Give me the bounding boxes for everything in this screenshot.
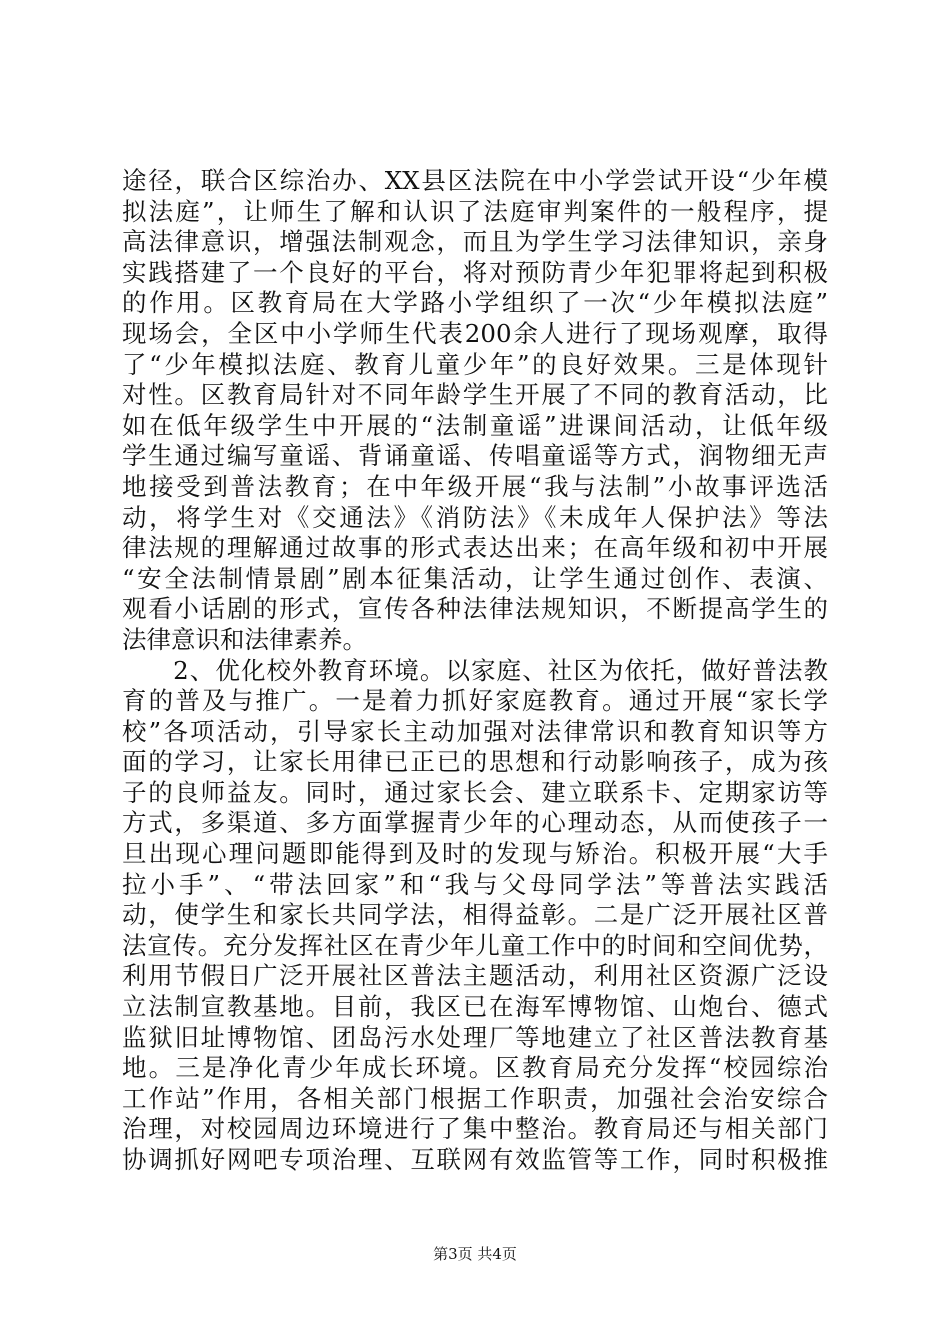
text-line: 法律意识和法律素养。 (122, 624, 367, 654)
text-line: 拉小手”、“带法回家”和“我与父母同学法”等普法实践活 (122, 869, 828, 899)
text-line: 立法制宣教基地。目前，我区已在海军博物馆、山炮台、德式 (122, 992, 828, 1022)
text-line: 治理，对校园周边环境进行了集中整治。教育局还与相关部门 (122, 1114, 828, 1144)
text-line: 育的普及与推广。一是着力抓好家庭教育。通过开展“家长学 (122, 686, 828, 716)
text-line: 学生通过编写童谣、背诵童谣、传唱童谣等方式，润物细无声 (122, 441, 828, 471)
text-line: 现场会，全区中小学师生代表200余人进行了现场观摩，取得 (122, 318, 828, 348)
text-line: 途径，联合区综治办、XX县区法院在中小学尝试开设“少年模 (122, 166, 828, 195)
text-line: 协调抓好网吧专项治理、互联网有效监管等工作，同时积极推 (122, 1145, 828, 1174)
text-line: 子的良师益友。同时，通过家长会、建立联系卡、定期家访等 (122, 777, 828, 807)
text-line: 了“少年模拟法庭、教育儿童少年”的良好效果。三是体现针 (122, 349, 828, 379)
text-line: “安全法制情景剧”剧本征集活动，让学生通过创作、表演、 (122, 563, 828, 593)
text-line: 监狱旧址博物馆、团岛污水处理厂等地建立了社区普法教育基 (122, 1022, 828, 1052)
text-line: 面的学习，让家长用律已正已的思想和行动影响孩子，成为孩 (122, 747, 828, 777)
text-line: 校”各项活动，引导家长主动加强对法律常识和教育知识等方 (122, 716, 828, 746)
text-line: 动，使学生和家长共同学法，相得益彰。二是广泛开展社区普 (122, 900, 828, 930)
text-line: 高法律意识，增强法制观念，而且为学生学习法律知识，亲身 (122, 227, 828, 257)
text-line: 拟法庭”，让师生了解和认识了法庭审判案件的一般程序，提 (122, 196, 828, 226)
text-line: 如在低年级学生中开展的“法制童谣”进课间活动，让低年级 (122, 410, 828, 440)
text-line: 利用节假日广泛开展社区普法主题活动，利用社区资源广泛设 (122, 961, 828, 991)
text-line: 对性。区教育局针对不同年龄学生开展了不同的教育活动，比 (122, 380, 828, 410)
text-line: 地。三是净化青少年成长环境。区教育局充分发挥“校园综治 (122, 1053, 828, 1083)
document-body (122, 166, 828, 1176)
text-line: 实践搭建了一个良好的平台，将对预防青少年犯罪将起到积极 (122, 257, 828, 287)
text-line: 地接受到普法教育；在中年级开展“我与法制”小故事评选活 (122, 471, 828, 501)
text-line: 动，将学生对《交通法》《消防法》《未成年人保护法》等法 (122, 502, 828, 532)
text-line: 旦出现心理问题即能得到及时的发现与矫治。积极开展“大手 (122, 839, 828, 869)
text-line: 观看小话剧的形式，宣传各种法律法规知识，不断提高学生的 (122, 594, 828, 624)
text-line: 方式，多渠道、多方面掌握青少年的心理动态，从而使孩子一 (122, 808, 828, 838)
text-line: 2、优化校外教育环境。以家庭、社区为依托，做好普法教 (122, 655, 828, 685)
text-line: 律法规的理解通过故事的形式表达出来；在高年级和初中开展 (122, 533, 828, 563)
text-line: 法宣传。充分发挥社区在青少年儿童工作中的时间和空间优势， (122, 930, 828, 960)
page-footer (0, 1244, 950, 1264)
text-line: 的作用。区教育局在大学路小学组织了一次“少年模拟法庭” (122, 288, 828, 318)
page-number-label: 第3页 共4页 (433, 1245, 517, 1263)
text-line: 工作站”作用，各相关部门根据工作职责，加强社会治安综合 (122, 1083, 828, 1113)
